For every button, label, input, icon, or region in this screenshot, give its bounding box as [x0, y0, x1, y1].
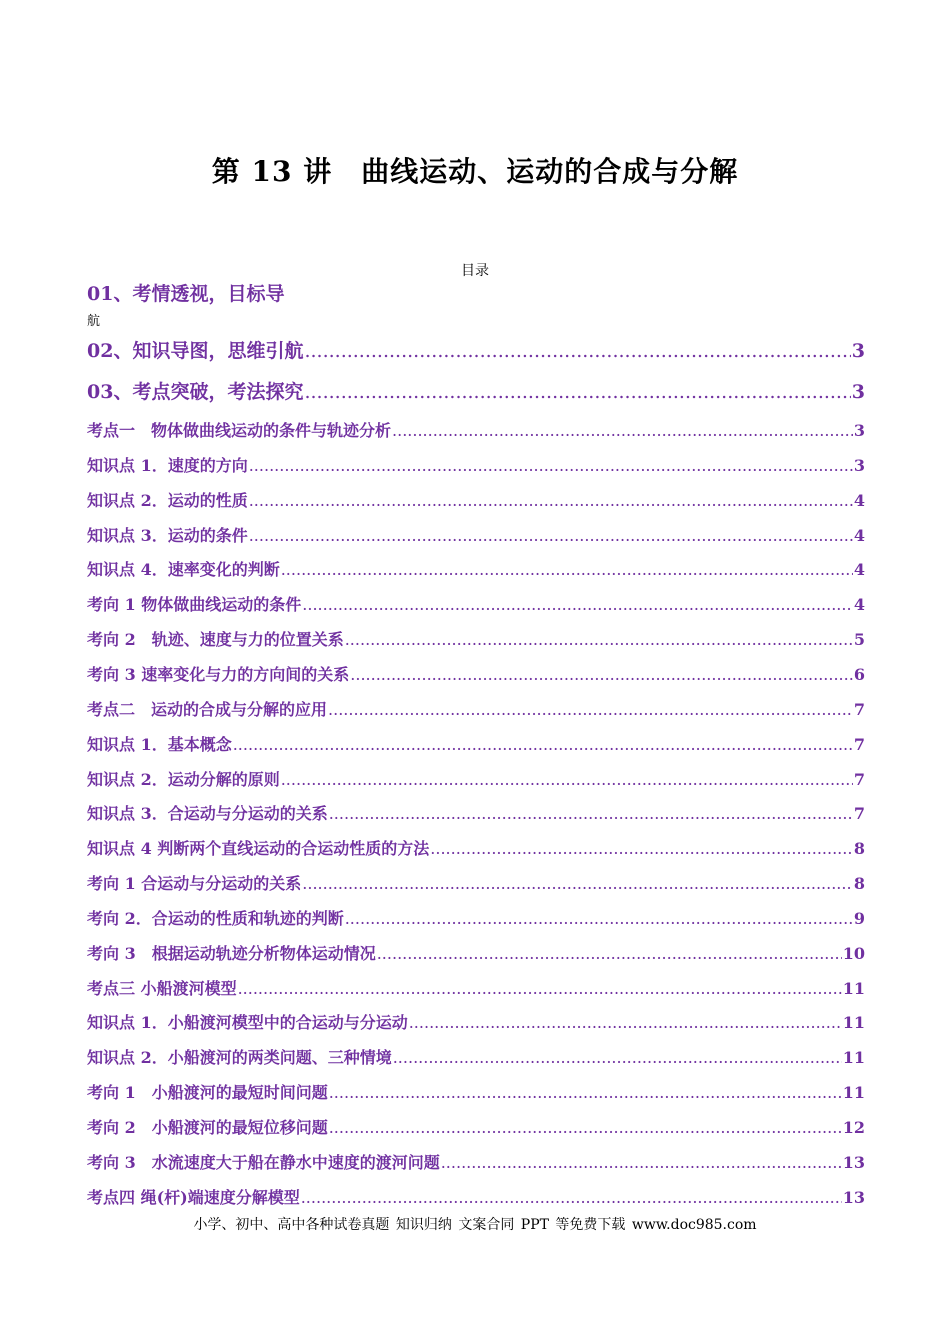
toc-entry[interactable]: [87, 339, 865, 363]
toc-entry-label: 考向 1 合运动与分运动的关系: [87, 874, 302, 894]
toc-entry-page: 7: [853, 699, 865, 719]
toc-entry-page: 13: [842, 1187, 865, 1207]
toc-entry-label: 考向 2 小船渡河的最短位移问题: [87, 1118, 328, 1137]
toc-entry-page: 6: [853, 664, 865, 684]
toc-entry-label: 知识点 3．运动的条件: [87, 525, 248, 545]
toc-entry[interactable]: [87, 1013, 865, 1033]
toc-entry-label: 知识点 4．速率变化的判断: [87, 560, 280, 580]
toc-leader-dots: [233, 735, 853, 755]
toc-entry[interactable]: [87, 909, 865, 929]
toc-entry-label: 考向 2 轨迹、速度与力的位置关系: [87, 630, 344, 650]
toc-entry-page: 8: [853, 874, 865, 894]
toc-entry-page: 3: [851, 340, 865, 362]
toc-entry-label: 知识点 1．基本概念: [87, 734, 232, 754]
toc-leader-dots: [329, 1083, 842, 1103]
toc-leader-dots: [430, 839, 853, 859]
toc-entry[interactable]: [87, 1188, 865, 1208]
toc-leader-dots: [249, 491, 853, 511]
toc-entry-page: 11: [842, 978, 865, 998]
toc-entry[interactable]: [87, 491, 865, 511]
toc-entry-page: 13: [842, 1152, 865, 1172]
toc-entry-label: 02、知识导图，思维引航: [87, 340, 304, 362]
toc-entry-label: 考向 2．合运动的性质和轨迹的判断: [87, 908, 344, 928]
toc-heading: 目录: [461, 263, 489, 279]
toc-leader-dots: [249, 526, 853, 546]
toc-leader-dots: [392, 421, 853, 441]
toc-leader-dots: [393, 1048, 842, 1068]
toc-entry-label: 考点二 运动的合成与分解的应用: [87, 699, 328, 719]
toc-entry-page: 7: [853, 734, 865, 754]
toc-entry-page: 7: [853, 769, 865, 789]
toc-entry[interactable]: [87, 630, 865, 650]
toc-leader-dots: [329, 804, 853, 824]
toc-entry-page: 3: [851, 381, 865, 403]
toc-entry-page: 9: [853, 908, 865, 928]
toc-leader-dots: [328, 700, 853, 720]
toc-entry[interactable]: [87, 1118, 865, 1138]
toc-entry-page: 11: [842, 1083, 865, 1103]
toc-entry[interactable]: [87, 1083, 865, 1103]
toc-entry-page: 8: [853, 839, 865, 859]
toc-entry-page: 3: [853, 421, 865, 440]
toc-entry-page: 7: [853, 804, 865, 824]
toc-entry-page: 4: [853, 490, 865, 510]
toc-entry-continuation: 航: [87, 314, 101, 329]
toc-entry-page: 4: [853, 560, 865, 580]
toc-entry[interactable]: [87, 874, 865, 894]
toc-entry-page: 12: [842, 1118, 865, 1137]
toc-entry[interactable]: [87, 1048, 865, 1068]
toc-entry-label: 知识点 1．小船渡河模型中的合运动与分运动: [87, 1013, 408, 1033]
toc-entry[interactable]: [87, 700, 865, 720]
toc-entry-page: 4: [853, 525, 865, 545]
toc-entry[interactable]: [87, 770, 865, 790]
toc-leader-dots: [281, 560, 853, 580]
toc-entry-label: 考向 1 物体做曲线运动的条件: [87, 595, 302, 615]
toc-leader-dots: [329, 1118, 842, 1138]
toc-entry-label: 知识点 1．速度的方向: [87, 455, 248, 475]
toc-leader-dots: [345, 630, 853, 650]
toc-leader-dots: [304, 339, 850, 363]
toc-leader-dots: [409, 1013, 842, 1033]
toc-leader-dots: [377, 944, 842, 964]
toc-entry[interactable]: [87, 380, 865, 404]
toc-entry-label: 考向 3 根据运动轨迹分析物体运动情况: [87, 943, 376, 963]
toc-leader-dots: [249, 456, 853, 476]
page-title: 第 13 讲 曲线运动、运动的合成与分解: [211, 155, 739, 188]
toc-leader-dots: [238, 979, 842, 999]
toc-entry[interactable]: [87, 526, 865, 546]
toc-entry-page: 4: [853, 595, 865, 615]
toc-leader-dots: [301, 1188, 842, 1208]
toc-entry-label: 考点四 绳(杆)端速度分解模型: [87, 1187, 300, 1207]
toc-entry[interactable]: [87, 595, 865, 615]
toc-entry-label: 知识点 2．小船渡河的两类问题、三种情境: [87, 1048, 392, 1068]
footer-text: 小学、初中、高中各种试卷真题 知识归纳 文案合同 PPT 等免费下载 www.doc985.com: [193, 1217, 757, 1233]
toc-entry[interactable]: [87, 735, 865, 755]
toc-entry-page: 5: [853, 630, 865, 650]
toc-entry-section1[interactable]: [87, 282, 865, 306]
toc-leader-dots: [302, 874, 853, 894]
toc-entry[interactable]: [87, 944, 865, 964]
toc-entry-label: 01、考情透视，目标导: [87, 283, 285, 305]
toc-entry-label: 考点一 物体做曲线运动的条件与轨迹分析: [87, 421, 392, 440]
toc-entry[interactable]: [87, 560, 865, 580]
toc-leader-dots: [350, 665, 853, 685]
toc-leader-dots: [345, 909, 853, 929]
toc-entry-label: 考向 1 小船渡河的最短时间问题: [87, 1083, 328, 1103]
toc-entry-label: 考点三 小船渡河模型: [87, 978, 237, 998]
toc-leader-dots: [281, 770, 853, 790]
toc-entry[interactable]: [87, 839, 865, 859]
toc-entry-label: 考向 3 速率变化与力的方向间的关系: [87, 664, 350, 684]
toc-leader-dots: [302, 595, 853, 615]
toc-leader-dots: [441, 1153, 842, 1173]
toc-entry-label: 知识点 4 判断两个直线运动的合运动性质的方法: [87, 839, 430, 859]
toc-entry-label: 考向 3 水流速度大于船在静水中速度的渡河问题: [87, 1152, 440, 1172]
toc-entry[interactable]: [87, 421, 865, 441]
toc-entry-page: 11: [842, 1048, 865, 1068]
toc-entry[interactable]: [87, 665, 865, 685]
toc-entry-page: 3: [853, 455, 865, 475]
toc-entry-label: 03、考点突破，考法探究: [87, 381, 304, 403]
toc-entry[interactable]: [87, 1153, 865, 1173]
toc-entry[interactable]: [87, 456, 865, 476]
toc-entry-label: 知识点 2．运动分解的原则: [87, 769, 280, 789]
toc-entry-page: 11: [842, 1013, 865, 1033]
toc-entry-label: 知识点 3．合运动与分运动的关系: [87, 804, 328, 824]
toc-leader-dots: [304, 380, 850, 404]
toc-entry[interactable]: [87, 979, 865, 999]
toc-entry-page: 10: [842, 943, 865, 963]
toc-entry-label: 知识点 2．运动的性质: [87, 490, 248, 510]
toc-entry[interactable]: [87, 804, 865, 824]
